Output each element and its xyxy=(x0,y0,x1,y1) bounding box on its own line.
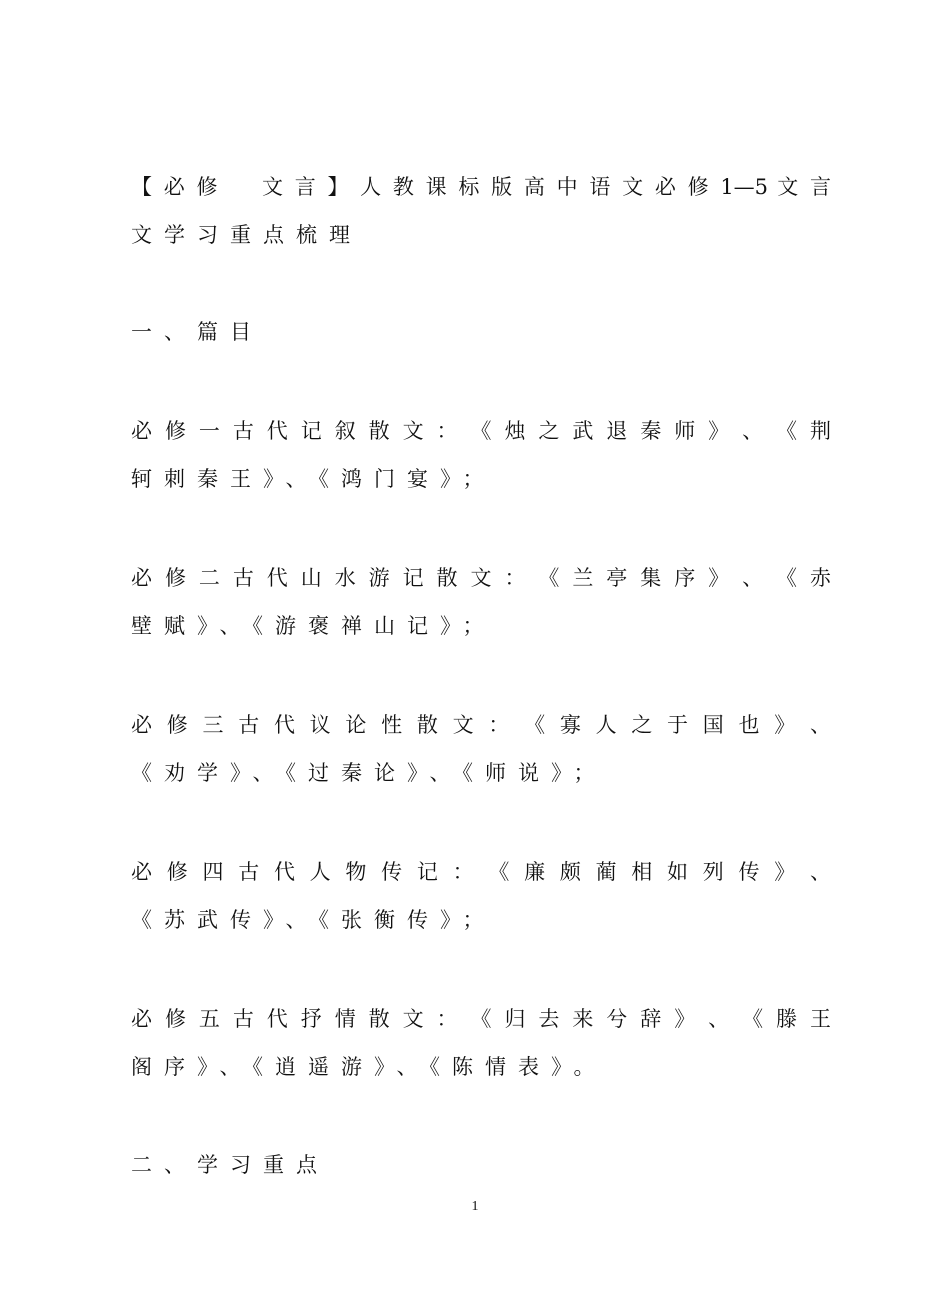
list-item-required-4-line-2: 《苏武传》、《张衡传》； xyxy=(131,908,496,932)
page-number: 1 xyxy=(471,1199,479,1214)
list-item-required-1-line-2: 轲刺秦王》、《鸿门宴》； xyxy=(131,467,496,491)
section-heading-contents: 一、篇目 xyxy=(131,320,263,344)
list-item-required-5-line-2: 阁序》、《逍遥游》、《陈情表》。 xyxy=(131,1055,607,1079)
list-item-required-2-line-2: 壁赋》、《游褒禅山记》； xyxy=(131,614,496,638)
list-item-required-1-line-1: 必 修 一 古 代 记 叙 散 文 ： 《 烛 之 武 退 秦 师 》 、 《 荆 xyxy=(131,419,831,443)
list-item-required-2-line-1: 必 修 二 古 代 山 水 游 记 散 文 ： 《 兰 亭 集 序 》 、 《 赤 xyxy=(131,566,831,590)
document-title-line-2: 文学习重点梳理 xyxy=(131,223,362,247)
list-item-required-3-line-1: 必 修 三 古 代 议 论 性 散 文 ： 《 寡 人 之 于 国 也 》 、 xyxy=(131,713,831,737)
list-item-required-5-line-1: 必 修 五 古 代 抒 情 散 文 ： 《 归 去 来 兮 辞 》 、 《 滕 王 xyxy=(131,1007,831,1031)
list-item-required-3-line-2: 《劝学》、《过秦论》、《师说》； xyxy=(131,761,607,785)
section-heading-key-points: 二、学习重点 xyxy=(131,1153,329,1177)
list-item-required-4-line-1: 必 修 四 古 代 人 物 传 记 ： 《 廉 颇 蔺 相 如 列 传 》 、 xyxy=(131,860,831,884)
document-title-line-1: 【 必 修 文 言 】 人 教 课 标 版 高 中 语 文 必 修 1—5 文 言 xyxy=(131,175,831,199)
